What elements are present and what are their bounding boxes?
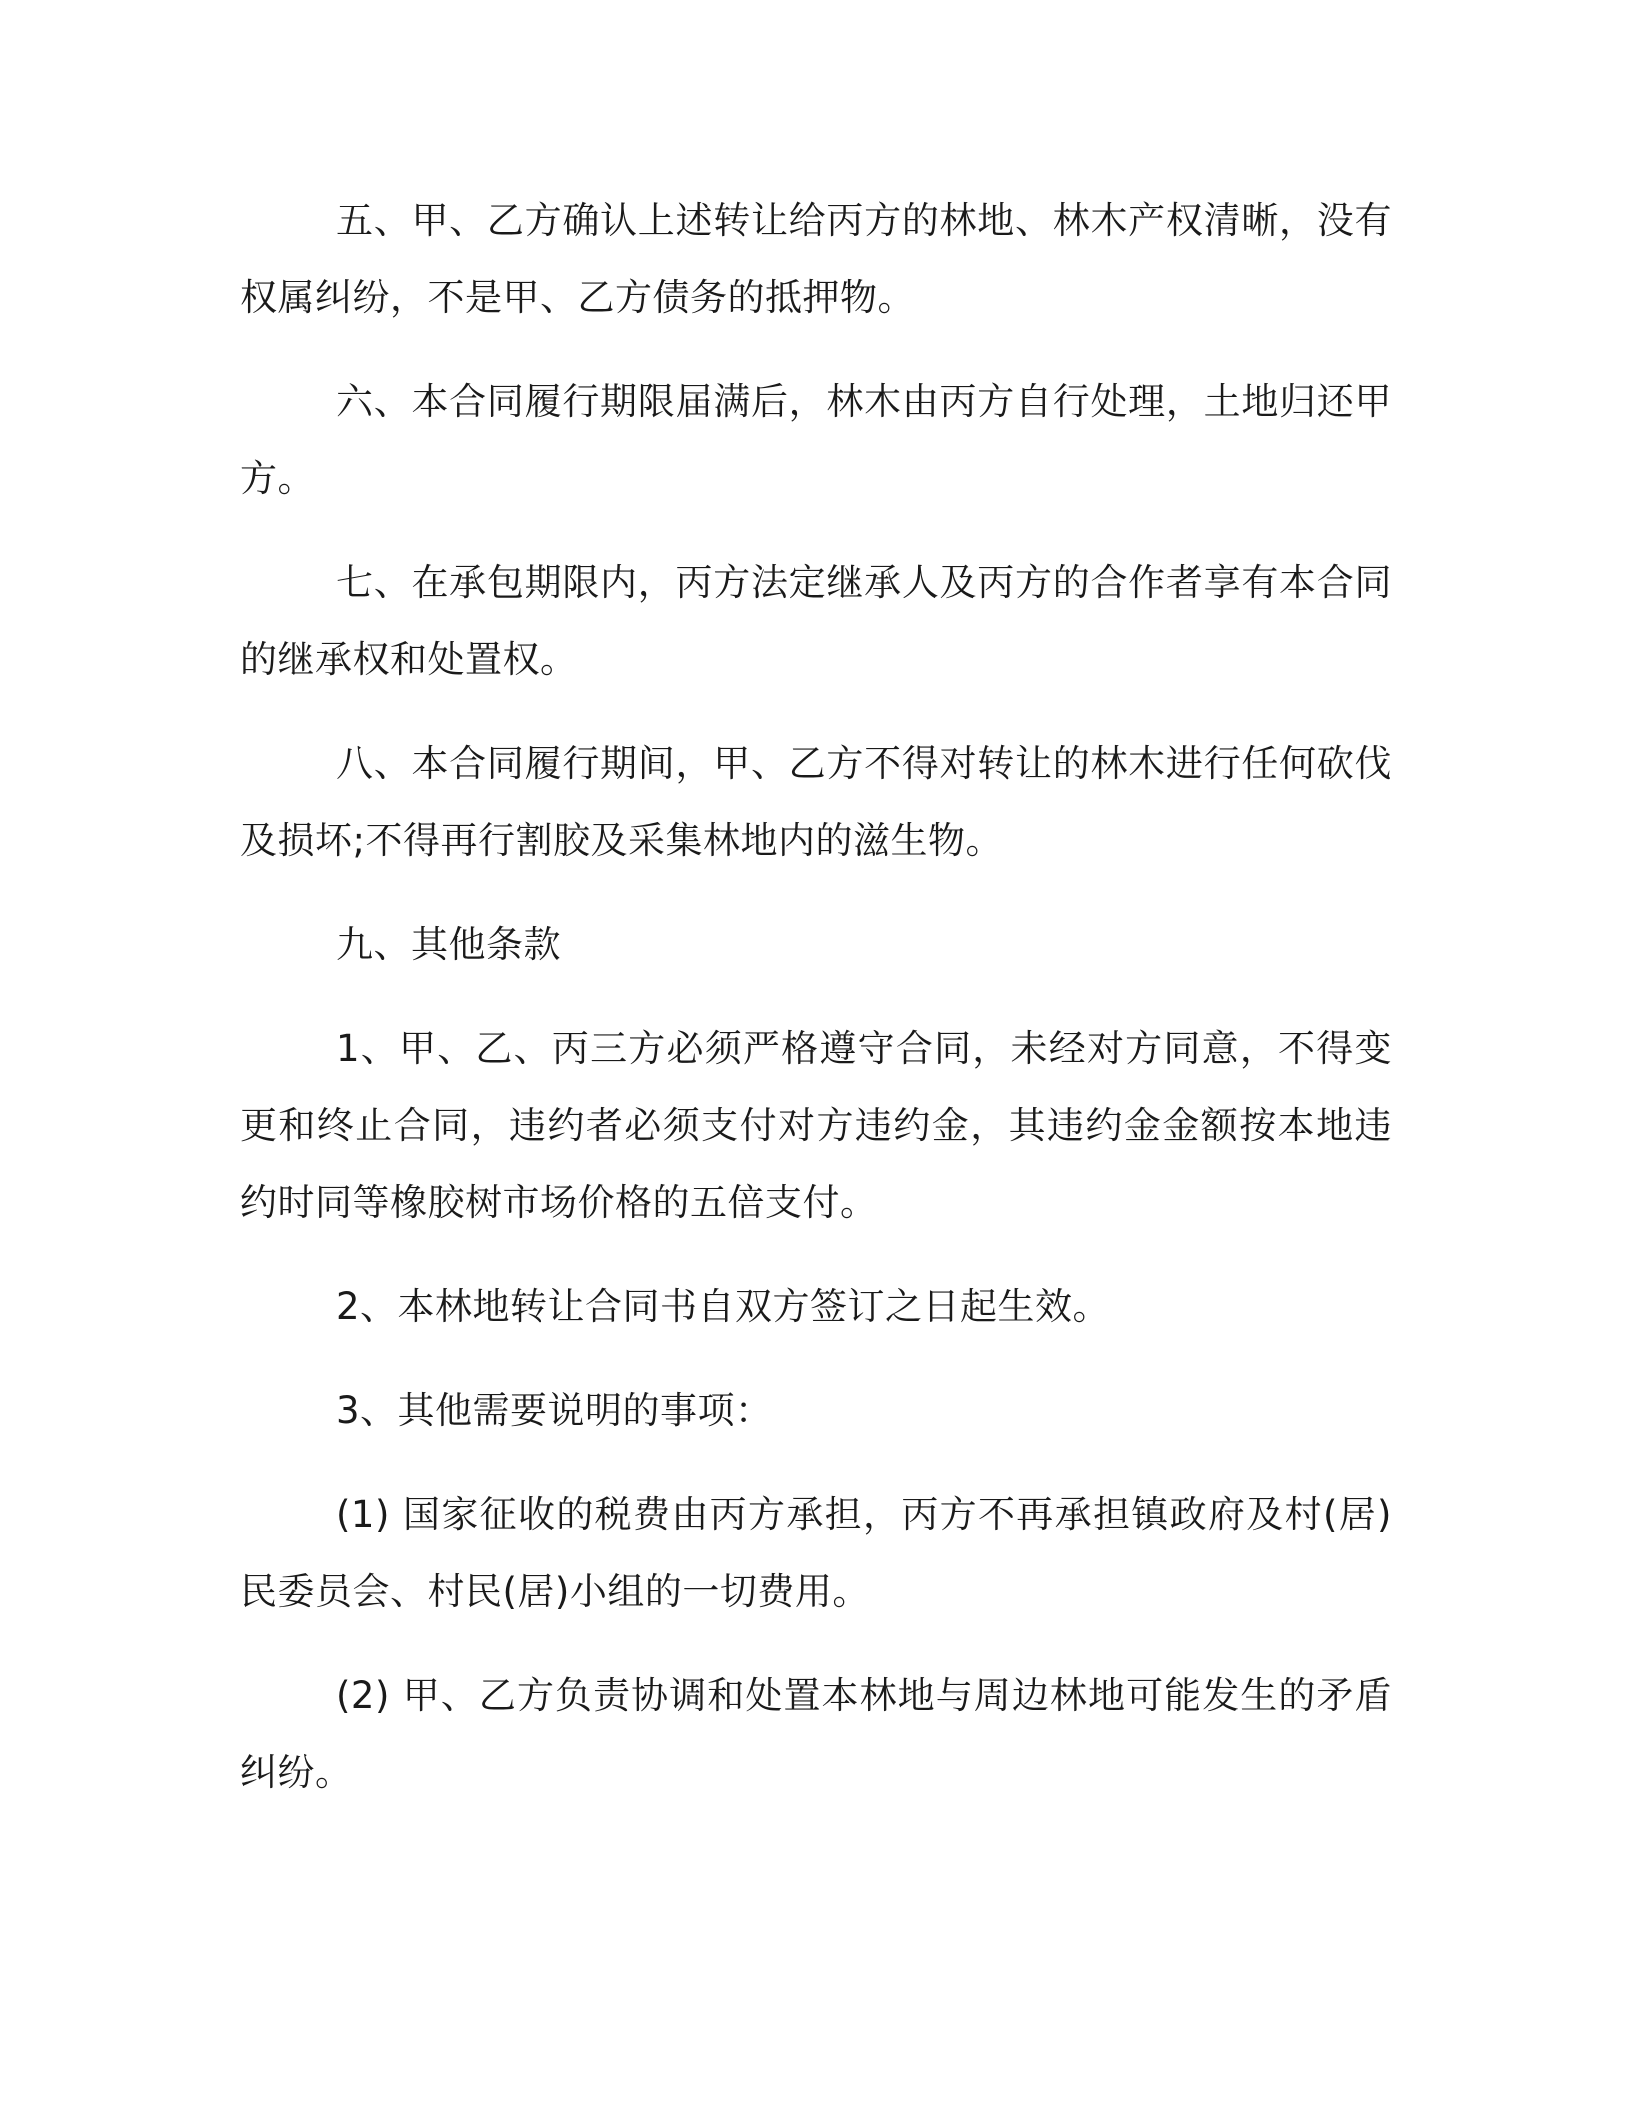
clause-9-heading: 九、其他条款 bbox=[336, 923, 561, 966]
clause-9-item-3: 3、其他需要说明的事项： bbox=[336, 1389, 773, 1432]
document-body bbox=[240, 182, 1392, 1838]
clause-9-item-2: 2、本林地转让合同书自双方签订之日起生效。 bbox=[336, 1285, 1111, 1328]
clause-8: 八、本合同履行期间，甲、乙方不得对转让的林木进行任何砍伐及损坏;不得再行割胶及采集林地内的滋生物。 bbox=[240, 742, 1392, 862]
clause-9-item-1: 1、甲、乙、丙三方必须严格遵守合同，未经对方同意，不得变更和终止合同，违约者必须支付对方违约金，其违约金金额按本地违约时同等橡胶树市场价格的五倍支付。 bbox=[240, 1027, 1392, 1224]
clause-5: 五、甲、乙方确认上述转让给丙方的林地、林木产权清晰，没有权属纠纷，不是甲、乙方债务的抵押物。 bbox=[240, 199, 1392, 319]
clause-6: 六、本合同履行期限届满后，林木由丙方自行处理，土地归还甲方。 bbox=[240, 380, 1392, 500]
clause-9-item-3-sub-1: (1) 国家征收的税费由丙方承担，丙方不再承担镇政府及村(居)民委员会、村民(居)小组的一切费用。 bbox=[240, 1493, 1392, 1613]
clause-9-item-3-sub-2: (2) 甲、乙方负责协调和处置本林地与周边林地可能发生的矛盾纠纷。 bbox=[240, 1674, 1392, 1794]
clause-7: 七、在承包期限内，丙方法定继承人及丙方的合作者享有本合同的继承权和处置权。 bbox=[240, 561, 1392, 681]
